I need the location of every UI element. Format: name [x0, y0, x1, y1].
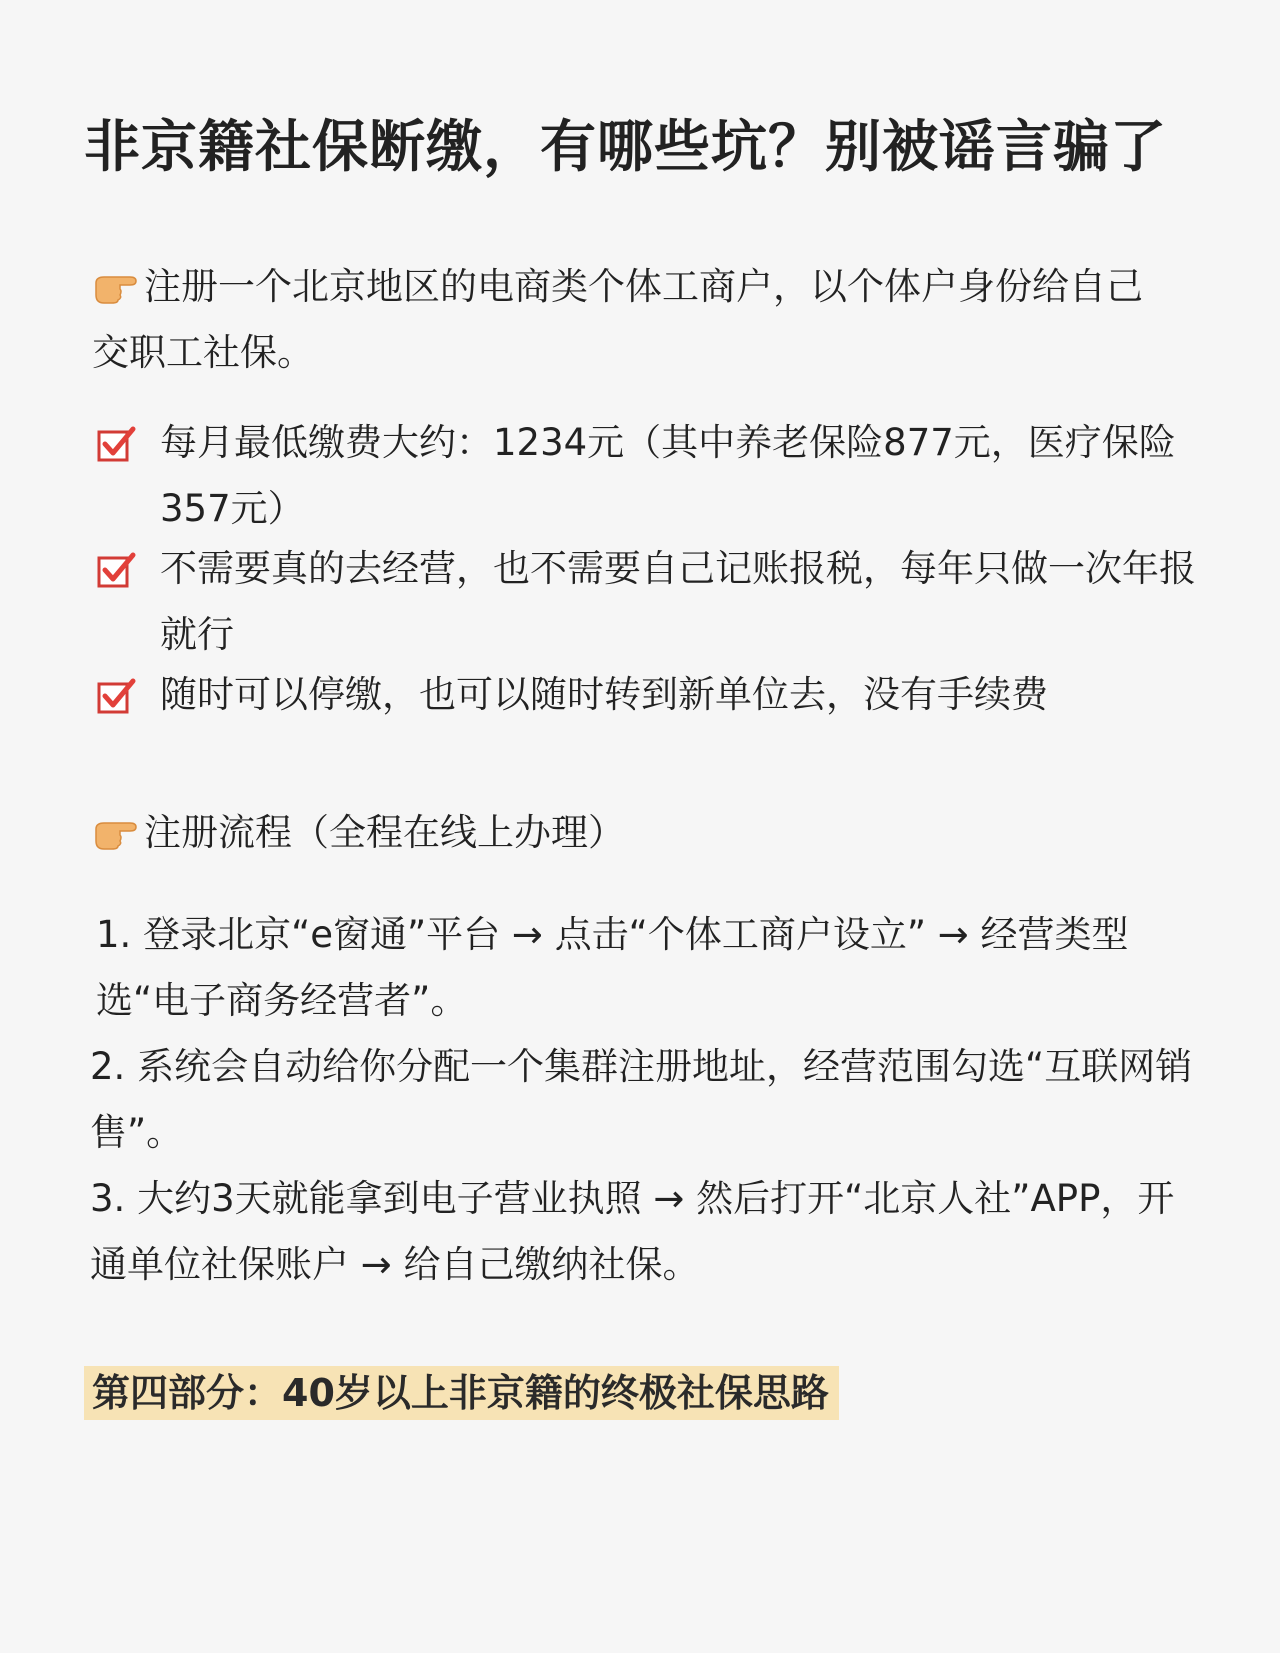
intro-paragraph [92, 254, 1152, 386]
section-heading-highlight: 第四部分：40岁以上非京籍的终极社保思路 [84, 1366, 839, 1420]
pointing-hand-icon [92, 265, 138, 305]
process-step: 1. 登录北京“e窗通”平台 → 点击“个体工商户设立” → 经营类型选“电子商务经营者”。 [96, 913, 1129, 1022]
process-step: 2. 系统会自动给你分配一个集群注册地址，经营范围勾选“互联网销售”。 [90, 1045, 1193, 1154]
pointing-hand-icon [92, 811, 138, 851]
process-heading [92, 800, 1192, 866]
intro-text: 注册一个北京地区的电商类个体工商户，以个体户身份给自己交职工社保。 [92, 265, 1143, 374]
benefit-text: 每月最低缴费大约：1234元（其中养老保险877元，医疗保险357元） [160, 421, 1176, 530]
benefit-item [96, 536, 1220, 668]
benefit-text: 随时可以停缴，也可以随时转到新单位去，没有手续费 [160, 673, 1048, 716]
checkbox-checked-icon [96, 424, 136, 464]
checkbox-checked-icon [96, 676, 136, 716]
benefit-item [96, 410, 1220, 542]
benefit-text: 不需要真的去经营，也不需要自己记账报税，每年只做一次年报就行 [160, 547, 1196, 656]
page-title: 非京籍社保断缴，有哪些坑？别被谣言骗了 [84, 115, 1167, 180]
process-step: 3. 大约3天就能拿到电子营业执照 → 然后打开“北京人社”APP，开通单位社保账户 → 给自己缴纳社保。 [90, 1177, 1175, 1286]
process-heading-text: 注册流程（全程在线上办理） [144, 811, 625, 854]
benefit-item [96, 662, 1220, 728]
checkbox-checked-icon [96, 550, 136, 590]
